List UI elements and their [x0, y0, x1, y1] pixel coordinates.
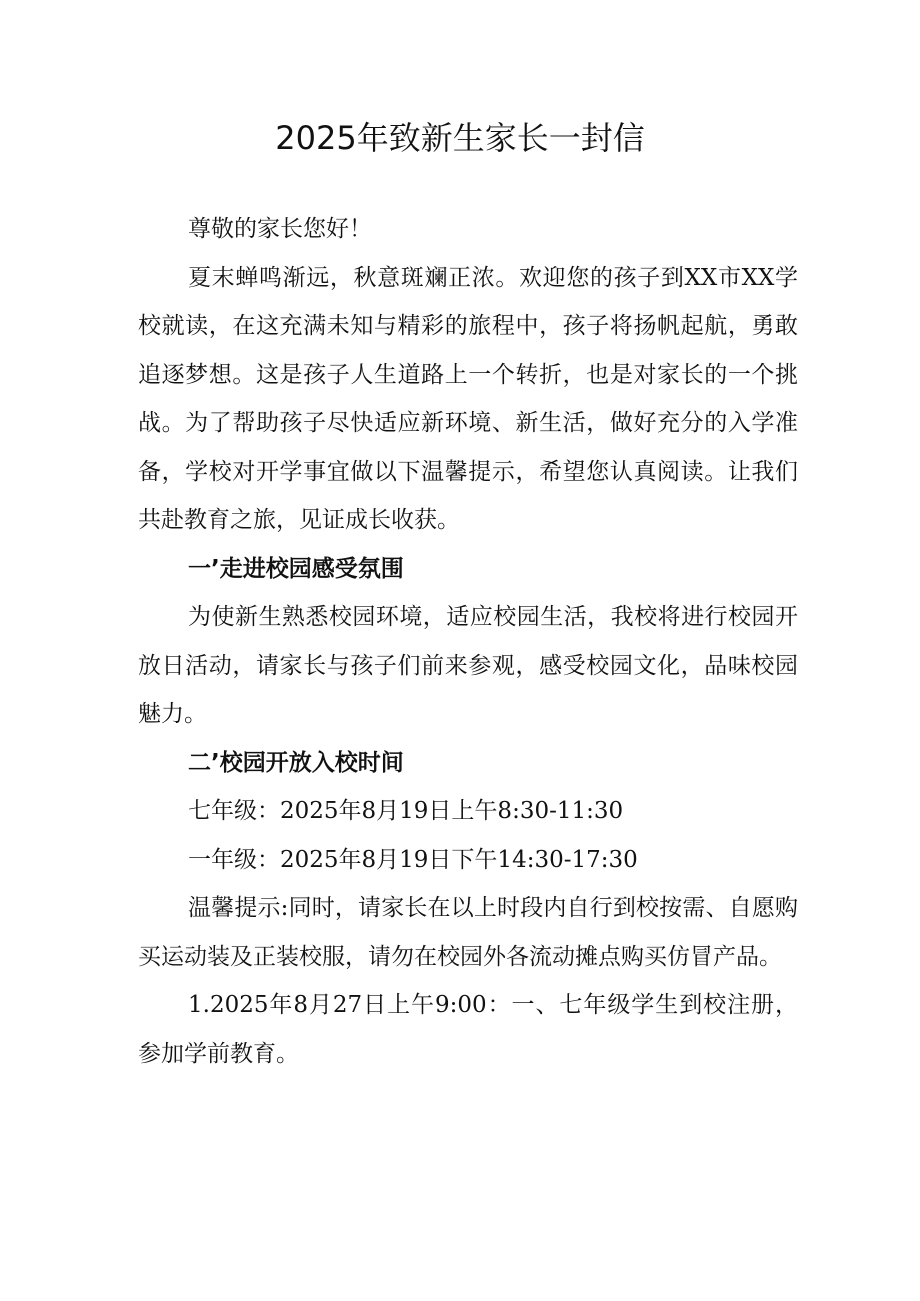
document-title: 2025年致新生家长一封信 [275, 119, 645, 157]
intro-paragraph: 夏末蝉鸣渐远，秋意斑斓正浓。欢迎您的孩子到XX市XX学校就读，在这充满未知与精彩的旅程中，孩子将扬帆起航，勇敢追逐梦想。这是孩子人生道路上一个转折，也是对家长的一个挑战。为了帮助孩子尽快适应新环境、新生活，做好充分的入学准备，学校对开学事宜做以下温馨提示，希望您认真阅读。让我们共赴教育之旅，见证成长收获。 [138, 264, 798, 533]
greeting: 尊敬的家长您好！ [188, 216, 372, 242]
grade-1-schedule: 一年级：2025年8月19日下午14:30-17:30 [188, 846, 638, 873]
item-1-paragraph: 1.2025年8月27日上午9:00：一、七年级学生到校注册，参加学前教育。 [138, 992, 798, 1067]
tip-paragraph: 温馨提示:同时，请家长在以上时段内自行到校按需、自愿购买运动装及正装校服，请勿在校园外各流动摊点购买仿冒产品。 [138, 895, 798, 970]
section-heading-2: 二’校园开放入校时间 [188, 749, 404, 776]
section-1-paragraph: 为使新生熟悉校园环境，适应校园生活，我校将进行校园开放日活动，请家长与孩子们前来参观，感受校园文化，品味校园魅力。 [138, 604, 798, 727]
letter-body [138, 205, 798, 1078]
section-heading-1: 一’走进校园感受氛围 [188, 555, 404, 582]
grade-7-schedule: 七年级：2025年8月19日上午8:30-11:30 [188, 798, 624, 824]
